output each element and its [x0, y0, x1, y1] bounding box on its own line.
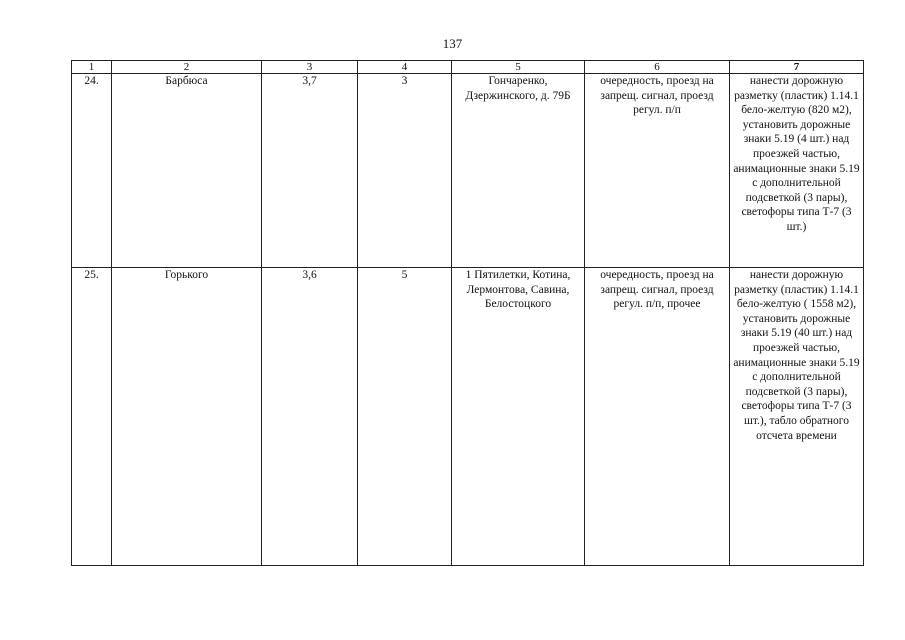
actions: нанести дорожную разметку (пластик) 1.14.1 бело-желтую ( 1558 м2), установить дорожные знаки 5.19 (40 шт.) над проезжей частью, анимационные знаки 5.19 с дополнительной подсветкой (3 пары), светофоры типа Т-7 (3 шт.), табло обратного отсчета времени	[730, 268, 864, 566]
crossing-count: 5	[358, 268, 452, 566]
header-cell-3: 3	[262, 61, 358, 74]
street-length: 3,7	[262, 74, 358, 268]
table-row	[72, 268, 864, 566]
street-length: 3,6	[262, 268, 358, 566]
row-number: 25.	[72, 268, 112, 566]
crossings: Гончаренко, Дзержинского, д. 79Б	[452, 74, 585, 268]
header-cell-4: 4	[358, 61, 452, 74]
data-table	[71, 60, 864, 566]
header-cell-7: 7	[730, 61, 864, 74]
header-cell-1: 1	[72, 61, 112, 74]
header-cell-5: 5	[452, 61, 585, 74]
row-number: 24.	[72, 74, 112, 268]
header-row	[72, 61, 864, 74]
violations: очередность, проезд на запрещ. сигнал, проезд регул. п/п	[585, 74, 730, 268]
crossing-count: 3	[358, 74, 452, 268]
street-name: Горького	[112, 268, 262, 566]
street-name: Барбюса	[112, 74, 262, 268]
table-row	[72, 74, 864, 268]
page-number: 137	[442, 36, 463, 51]
violations: очередность, проезд на запрещ. сигнал, проезд регул. п/п, прочее	[585, 268, 730, 566]
header-cell-6: 6	[585, 61, 730, 74]
header-cell-2: 2	[112, 61, 262, 74]
crossings: 1 Пятилетки, Котина, Лермонтова, Савина, Белостоцкого	[452, 268, 585, 566]
actions: нанести дорожную разметку (пластик) 1.14.1 бело-желтую (820 м2), установить дорожные знаки 5.19 (4 шт.) над проезжей частью, анимационные знаки 5.19 с дополнительной подсветкой (3 пары), светофоры типа Т-7 (3 шт.)	[730, 74, 864, 268]
